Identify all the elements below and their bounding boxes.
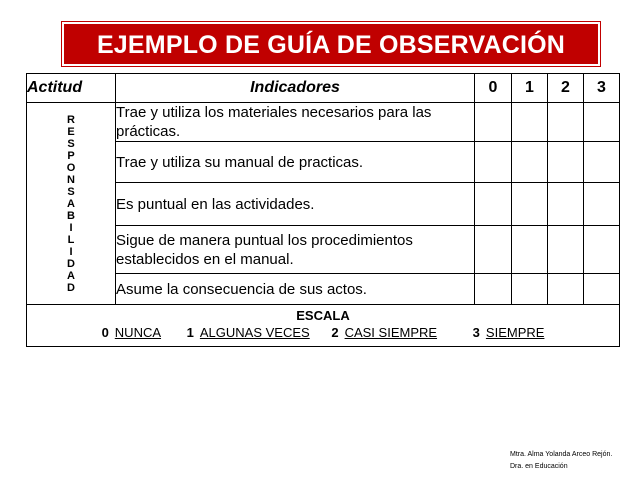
indicator-cell: Es puntual en las actividades. xyxy=(116,183,475,226)
scale-title: ESCALA xyxy=(296,308,350,323)
title-banner xyxy=(62,22,600,66)
table-row xyxy=(27,103,620,142)
score-cell[interactable] xyxy=(512,103,548,142)
author-credit xyxy=(510,449,612,473)
scale-legend xyxy=(27,325,619,340)
attitude-letter: A xyxy=(67,197,75,210)
page-title: EJEMPLO DE GUÍA DE OBSERVACIÓN xyxy=(96,31,566,59)
scale-cell xyxy=(27,305,620,347)
scale-label: CASI SIEMPRE xyxy=(344,325,438,340)
credit-line-1: Mtra. Alma Yolanda Arceo Rejón. xyxy=(510,451,613,458)
score-cell[interactable] xyxy=(548,226,584,274)
scale-item xyxy=(187,325,310,340)
score-cell[interactable] xyxy=(548,103,584,142)
attitude-letter: S xyxy=(67,137,75,150)
attitude-letter: I xyxy=(69,221,73,234)
credit-line-2: Dra. en Educación xyxy=(510,463,568,470)
header-score-3: 3 xyxy=(584,74,620,103)
observation-guide-table xyxy=(26,73,620,347)
header-actitud: Actitud xyxy=(27,74,116,103)
indicator-cell: Asume la consecuencia de sus actos. xyxy=(116,274,475,305)
header-score-0: 0 xyxy=(475,74,512,103)
score-cell[interactable] xyxy=(548,183,584,226)
attitude-letter: D xyxy=(67,281,75,294)
table-row xyxy=(27,183,620,226)
attitude-letter: P xyxy=(67,149,75,162)
header-score-1: 1 xyxy=(512,74,548,103)
table-row xyxy=(27,226,620,274)
attitude-letter: L xyxy=(67,233,75,246)
table-row xyxy=(27,142,620,183)
attitude-letter: R xyxy=(67,113,75,126)
scale-label: ALGUNAS VECES xyxy=(199,325,310,340)
score-cell[interactable] xyxy=(584,274,620,305)
score-cell[interactable] xyxy=(475,183,512,226)
header-row xyxy=(27,74,620,103)
score-cell[interactable] xyxy=(584,142,620,183)
score-cell[interactable] xyxy=(512,183,548,226)
attitude-letter: O xyxy=(66,161,76,174)
score-cell[interactable] xyxy=(584,226,620,274)
attitude-vertical-label xyxy=(27,103,116,305)
scale-number: 3 xyxy=(472,325,480,340)
attitude-letter: N xyxy=(67,173,75,186)
scale-item xyxy=(473,325,545,340)
attitude-letter: E xyxy=(67,125,75,138)
score-cell[interactable] xyxy=(584,103,620,142)
score-cell[interactable] xyxy=(548,274,584,305)
header-indicadores: Indicadores xyxy=(116,74,475,103)
scale-item xyxy=(331,325,437,340)
attitude-letter: D xyxy=(67,257,75,270)
attitude-letter: I xyxy=(69,245,73,258)
scale-row xyxy=(27,305,620,347)
score-cell[interactable] xyxy=(548,142,584,183)
score-cell[interactable] xyxy=(475,274,512,305)
indicator-cell: Trae y utiliza los materiales necesarios para las prácticas. xyxy=(116,103,475,142)
score-cell[interactable] xyxy=(475,103,512,142)
scale-number: 1 xyxy=(186,325,194,340)
scale-item xyxy=(102,325,161,340)
score-cell[interactable] xyxy=(512,142,548,183)
score-cell[interactable] xyxy=(512,226,548,274)
score-cell[interactable] xyxy=(475,142,512,183)
table-row xyxy=(27,274,620,305)
attitude-letter: A xyxy=(67,269,75,282)
scale-label: NUNCA xyxy=(114,325,162,340)
score-cell[interactable] xyxy=(584,183,620,226)
indicator-cell: Trae y utiliza su manual de practicas. xyxy=(116,142,475,183)
attitude-letter: S xyxy=(67,185,75,198)
indicator-cell: Sigue de manera puntual los procedimientos establecidos en el manual. xyxy=(116,226,475,274)
header-score-2: 2 xyxy=(548,74,584,103)
scale-number: 0 xyxy=(101,325,109,340)
score-cell[interactable] xyxy=(475,226,512,274)
score-cell[interactable] xyxy=(512,274,548,305)
attitude-letter: B xyxy=(67,209,75,222)
scale-label: SIEMPRE xyxy=(485,325,545,340)
scale-number: 2 xyxy=(331,325,339,340)
